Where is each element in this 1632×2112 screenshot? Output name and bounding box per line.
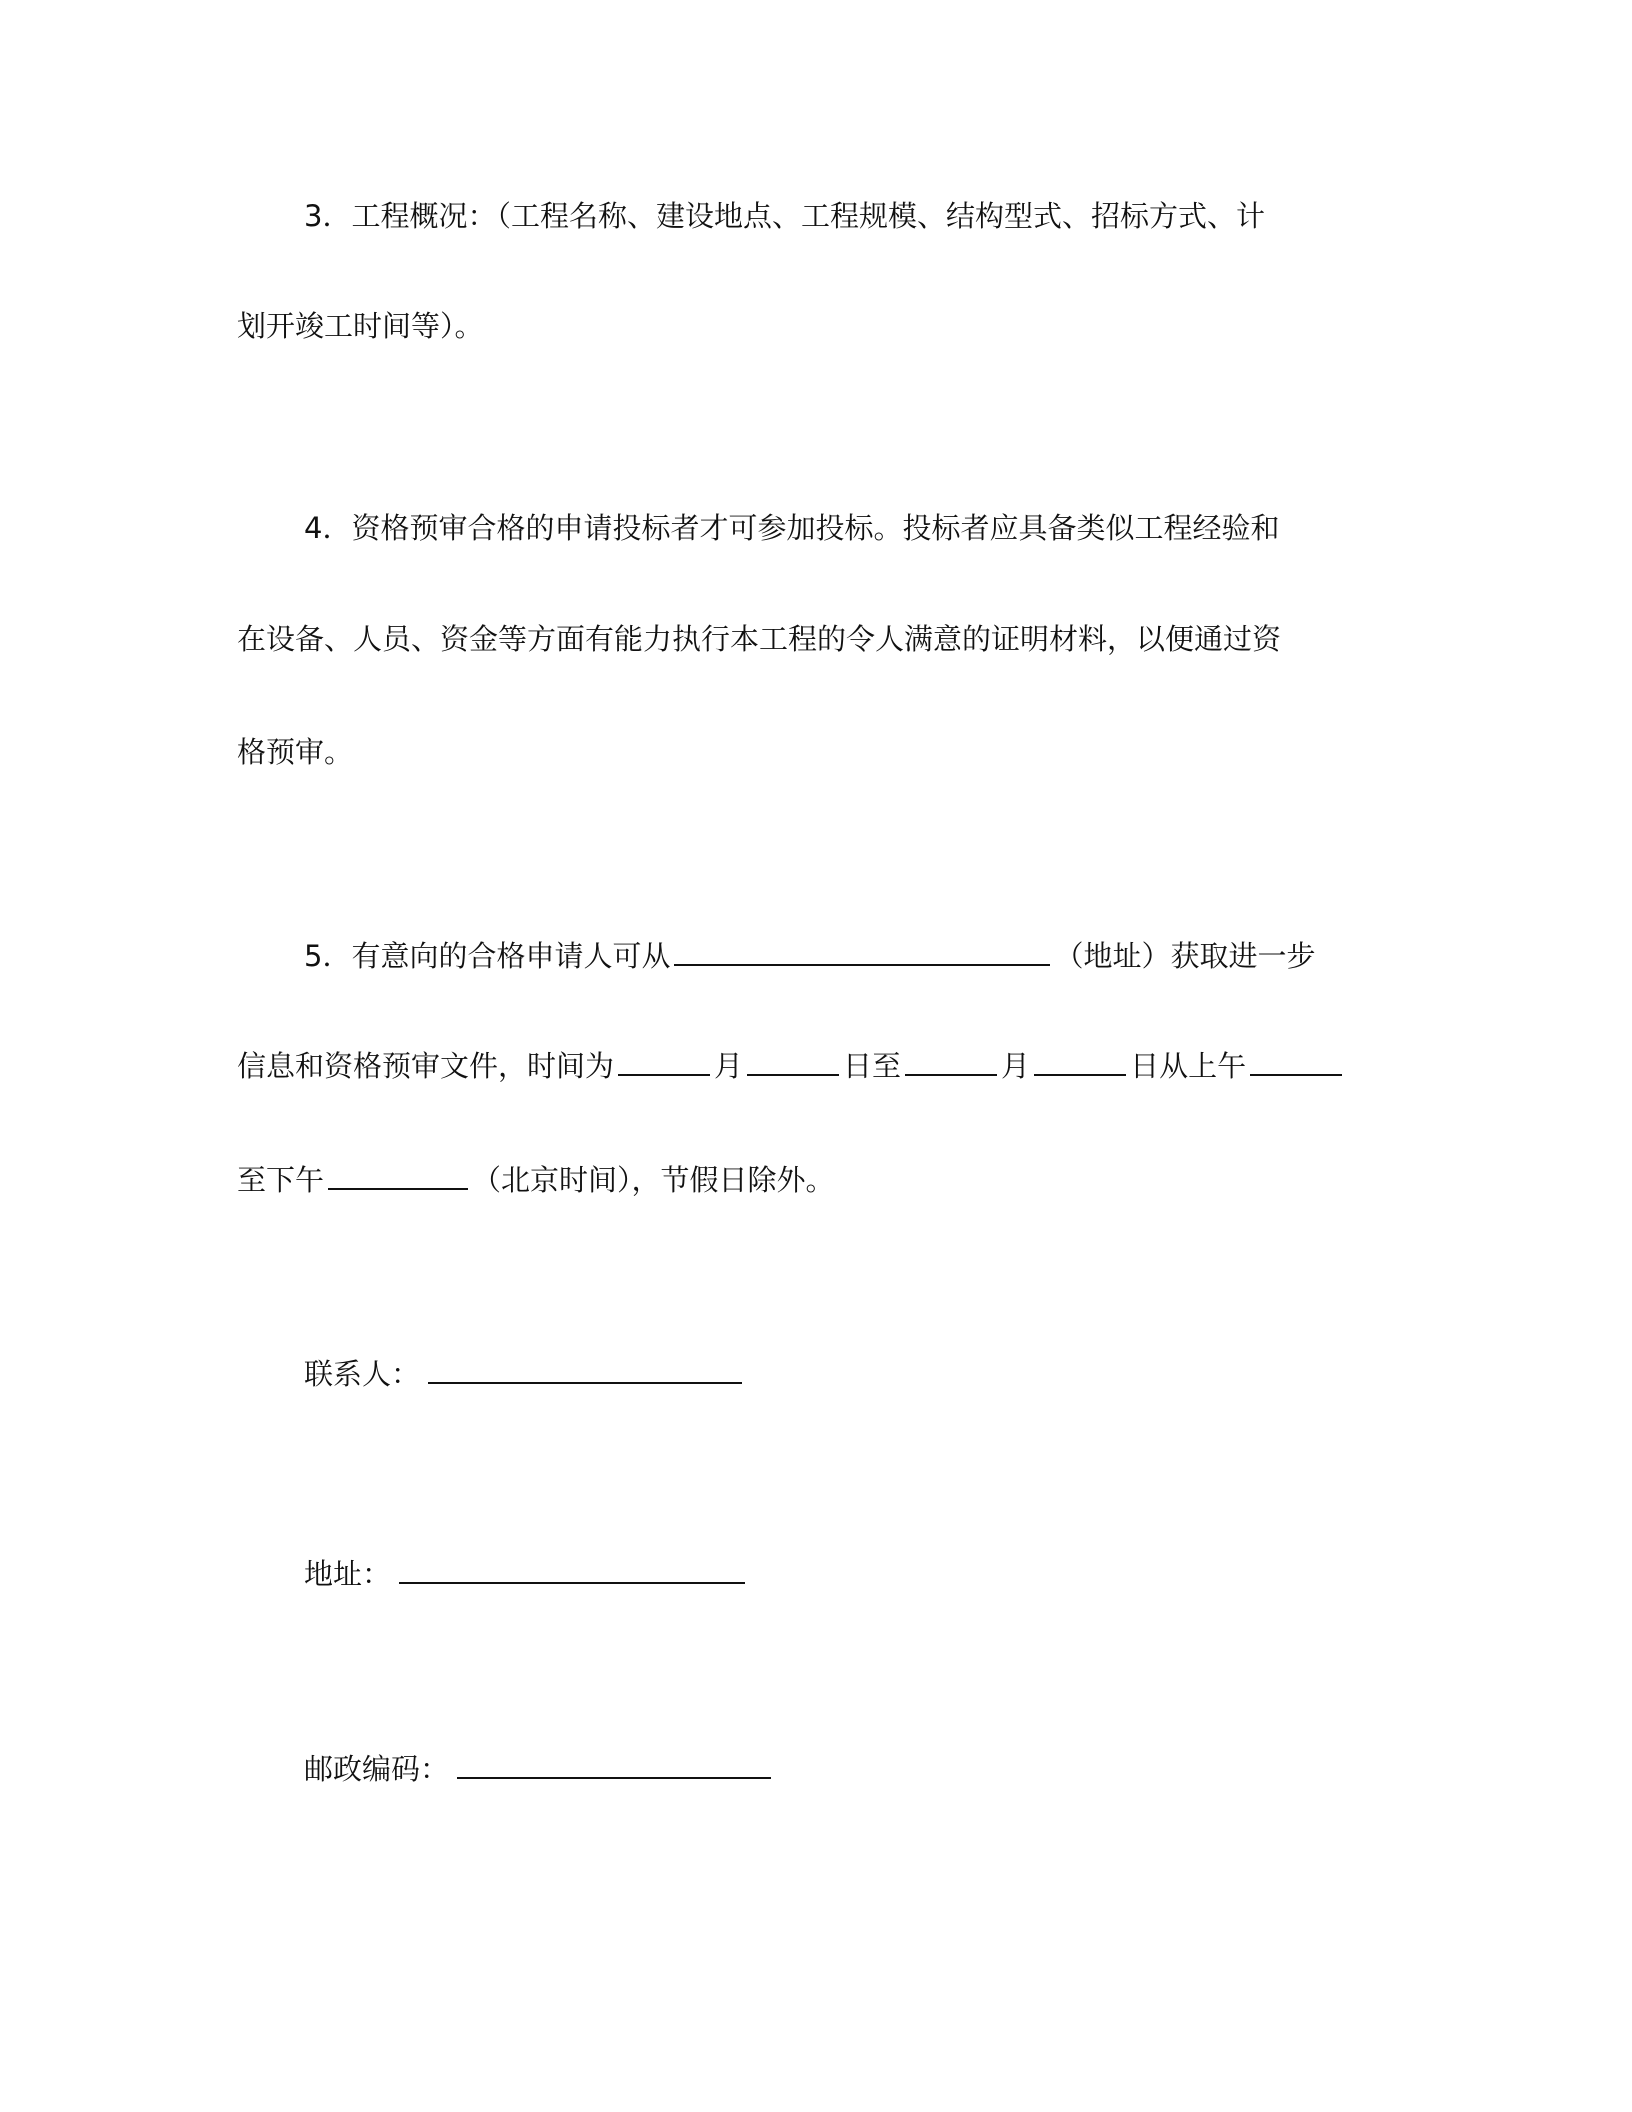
item4-line2: 在设备、人员、资金等方面有能力执行本工程的令人满意的证明材料，以便通过资	[237, 622, 1282, 656]
postal-code-blank[interactable]	[457, 1747, 771, 1779]
day-label: 日至	[843, 1049, 902, 1083]
item5-text: 信息和资格预审文件，时间为	[237, 1049, 615, 1083]
item5-text: （地址）获取进一步	[1054, 939, 1316, 973]
item4-line3: 格预审。	[237, 735, 354, 769]
item5-text: （北京时间），节假日除外。	[472, 1163, 835, 1197]
item5-line3	[237, 1158, 835, 1200]
contact-person-row	[304, 1352, 746, 1394]
item5-line2	[237, 1044, 1346, 1086]
contact-address-blank[interactable]	[399, 1552, 745, 1584]
item5-line1	[304, 934, 1315, 976]
day-label: 日从上午	[1130, 1049, 1247, 1083]
contact-person-label: 联系人：	[304, 1357, 421, 1391]
month-label: 月	[714, 1049, 744, 1083]
item3-line1: 3．工程概况：（工程名称、建设地点、工程规模、结构型式、招标方式、计	[304, 199, 1265, 233]
item5-text: 5．有意向的合格申请人可从	[304, 939, 671, 973]
end-month-blank[interactable]	[905, 1044, 997, 1076]
item5-text: 至下午	[237, 1163, 325, 1197]
month-label: 月	[1001, 1049, 1031, 1083]
address-row	[304, 1552, 749, 1594]
pm-time-blank[interactable]	[328, 1158, 468, 1190]
start-day-blank[interactable]	[747, 1044, 839, 1076]
end-day-blank[interactable]	[1034, 1044, 1126, 1076]
start-month-blank[interactable]	[618, 1044, 710, 1076]
item3-line2: 划开竣工时间等）。	[237, 309, 484, 343]
address-blank[interactable]	[674, 934, 1050, 966]
postal-code-label: 邮政编码：	[304, 1752, 450, 1786]
am-time-blank[interactable]	[1250, 1044, 1342, 1076]
address-label: 地址：	[304, 1557, 392, 1591]
contact-person-blank[interactable]	[428, 1352, 742, 1384]
postal-code-row	[304, 1747, 775, 1789]
item4-line1: 4．资格预审合格的申请投标者才可参加投标。投标者应具备类似工程经验和	[304, 511, 1280, 545]
